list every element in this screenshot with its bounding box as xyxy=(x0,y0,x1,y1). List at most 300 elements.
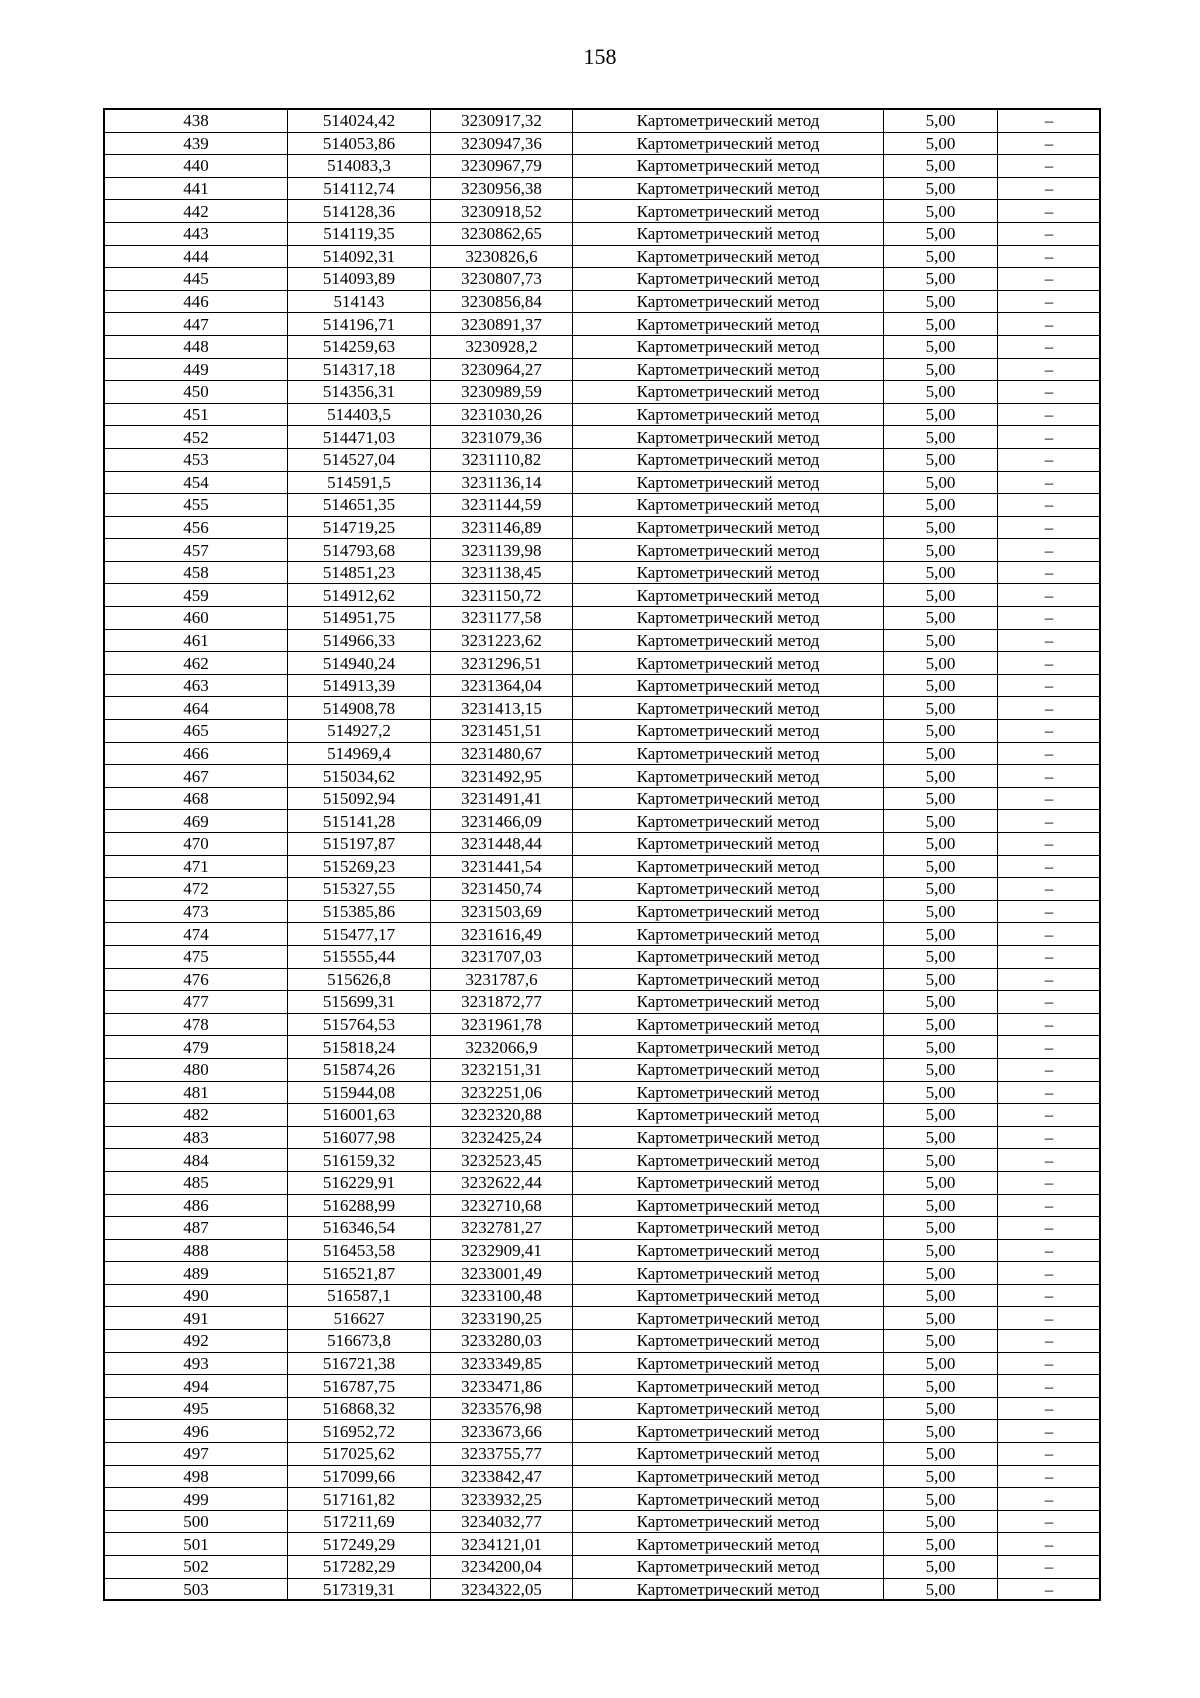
description-cell: – xyxy=(998,900,1101,923)
table-row xyxy=(105,290,1101,313)
method-cell: Картометрический метод xyxy=(573,1217,884,1240)
description-cell: – xyxy=(998,313,1101,336)
y-coordinate-cell: 3231872,77 xyxy=(431,991,573,1014)
y-coordinate-cell: 3231296,51 xyxy=(431,652,573,675)
y-coordinate-cell: 3232781,27 xyxy=(431,1217,573,1240)
table-row xyxy=(105,1330,1101,1353)
accuracy-cell: 5,00 xyxy=(884,1149,998,1172)
table-row xyxy=(105,855,1101,878)
description-cell: – xyxy=(998,923,1101,946)
y-coordinate-cell: 3233755,77 xyxy=(431,1443,573,1466)
point-number-cell: 450 xyxy=(105,381,288,404)
accuracy-cell: 5,00 xyxy=(884,945,998,968)
y-coordinate-cell: 3230862,65 xyxy=(431,222,573,245)
description-cell: – xyxy=(998,765,1101,788)
table-row xyxy=(105,1420,1101,1443)
description-cell: – xyxy=(998,787,1101,810)
description-cell: – xyxy=(998,1058,1101,1081)
description-cell: – xyxy=(998,177,1101,200)
table-row xyxy=(105,674,1101,697)
method-cell: Картометрический метод xyxy=(573,290,884,313)
method-cell: Картометрический метод xyxy=(573,381,884,404)
x-coordinate-cell: 514259,63 xyxy=(288,335,431,358)
x-coordinate-cell: 514912,62 xyxy=(288,584,431,607)
accuracy-cell: 5,00 xyxy=(884,1104,998,1127)
y-coordinate-cell: 3231138,45 xyxy=(431,561,573,584)
table-row xyxy=(105,742,1101,765)
x-coordinate-cell: 517249,29 xyxy=(288,1533,431,1556)
y-coordinate-cell: 3233673,66 xyxy=(431,1420,573,1443)
method-cell: Картометрический метод xyxy=(573,1533,884,1556)
x-coordinate-cell: 515327,55 xyxy=(288,878,431,901)
description-cell: – xyxy=(998,584,1101,607)
method-cell: Картометрический метод xyxy=(573,833,884,856)
method-cell: Картометрический метод xyxy=(573,448,884,471)
y-coordinate-cell: 3232425,24 xyxy=(431,1126,573,1149)
y-coordinate-cell: 3231150,72 xyxy=(431,584,573,607)
y-coordinate-cell: 3231491,41 xyxy=(431,787,573,810)
point-number-cell: 498 xyxy=(105,1465,288,1488)
x-coordinate-cell: 514471,03 xyxy=(288,426,431,449)
point-number-cell: 477 xyxy=(105,991,288,1014)
point-number-cell: 441 xyxy=(105,177,288,200)
accuracy-cell: 5,00 xyxy=(884,833,998,856)
method-cell: Картометрический метод xyxy=(573,1488,884,1511)
description-cell: – xyxy=(998,1104,1101,1127)
point-number-cell: 451 xyxy=(105,403,288,426)
table-row xyxy=(105,607,1101,630)
x-coordinate-cell: 514119,35 xyxy=(288,222,431,245)
method-cell: Картометрический метод xyxy=(573,1081,884,1104)
description-cell: – xyxy=(998,1488,1101,1511)
y-coordinate-cell: 3231223,62 xyxy=(431,629,573,652)
table-row xyxy=(105,584,1101,607)
y-coordinate-cell: 3231441,54 xyxy=(431,855,573,878)
x-coordinate-cell: 515944,08 xyxy=(288,1081,431,1104)
method-cell: Картометрический метод xyxy=(573,1104,884,1127)
method-cell: Картометрический метод xyxy=(573,426,884,449)
point-number-cell: 488 xyxy=(105,1239,288,1262)
table-row xyxy=(105,945,1101,968)
point-number-cell: 468 xyxy=(105,787,288,810)
point-number-cell: 481 xyxy=(105,1081,288,1104)
accuracy-cell: 5,00 xyxy=(884,222,998,245)
table-row xyxy=(105,110,1101,133)
description-cell: – xyxy=(998,720,1101,743)
method-cell: Картометрический метод xyxy=(573,1171,884,1194)
y-coordinate-cell: 3231451,51 xyxy=(431,720,573,743)
x-coordinate-cell: 514356,31 xyxy=(288,381,431,404)
y-coordinate-cell: 3230826,6 xyxy=(431,245,573,268)
point-number-cell: 455 xyxy=(105,494,288,517)
x-coordinate-cell: 514927,2 xyxy=(288,720,431,743)
point-number-cell: 452 xyxy=(105,426,288,449)
x-coordinate-cell: 516453,58 xyxy=(288,1239,431,1262)
description-cell: – xyxy=(998,268,1101,291)
table-row xyxy=(105,810,1101,833)
table-row xyxy=(105,245,1101,268)
table-row xyxy=(105,1510,1101,1533)
point-number-cell: 472 xyxy=(105,878,288,901)
x-coordinate-cell: 514093,89 xyxy=(288,268,431,291)
x-coordinate-cell: 514143 xyxy=(288,290,431,313)
point-number-cell: 453 xyxy=(105,448,288,471)
point-number-cell: 491 xyxy=(105,1307,288,1330)
method-cell: Картометрический метод xyxy=(573,1126,884,1149)
method-cell: Картометрический метод xyxy=(573,652,884,675)
y-coordinate-cell: 3230947,36 xyxy=(431,132,573,155)
x-coordinate-cell: 514940,24 xyxy=(288,652,431,675)
accuracy-cell: 5,00 xyxy=(884,381,998,404)
table-row xyxy=(105,1397,1101,1420)
x-coordinate-cell: 516288,99 xyxy=(288,1194,431,1217)
description-cell: – xyxy=(998,155,1101,178)
description-cell: – xyxy=(998,1578,1101,1601)
accuracy-cell: 5,00 xyxy=(884,516,998,539)
table-row xyxy=(105,200,1101,223)
x-coordinate-cell: 516346,54 xyxy=(288,1217,431,1240)
method-cell: Картометрический метод xyxy=(573,155,884,178)
y-coordinate-cell: 3232909,41 xyxy=(431,1239,573,1262)
description-cell: – xyxy=(998,945,1101,968)
point-number-cell: 439 xyxy=(105,132,288,155)
method-cell: Картометрический метод xyxy=(573,1420,884,1443)
x-coordinate-cell: 514951,75 xyxy=(288,607,431,630)
table-row xyxy=(105,1284,1101,1307)
accuracy-cell: 5,00 xyxy=(884,1488,998,1511)
table-row xyxy=(105,1556,1101,1579)
point-number-cell: 471 xyxy=(105,855,288,878)
accuracy-cell: 5,00 xyxy=(884,448,998,471)
method-cell: Картометрический метод xyxy=(573,674,884,697)
accuracy-cell: 5,00 xyxy=(884,1375,998,1398)
x-coordinate-cell: 515269,23 xyxy=(288,855,431,878)
accuracy-cell: 5,00 xyxy=(884,765,998,788)
point-number-cell: 443 xyxy=(105,222,288,245)
description-cell: – xyxy=(998,1533,1101,1556)
description-cell: – xyxy=(998,1375,1101,1398)
description-cell: – xyxy=(998,245,1101,268)
point-number-cell: 475 xyxy=(105,945,288,968)
table-row xyxy=(105,426,1101,449)
accuracy-cell: 5,00 xyxy=(884,245,998,268)
method-cell: Картометрический метод xyxy=(573,268,884,291)
accuracy-cell: 5,00 xyxy=(884,1465,998,1488)
method-cell: Картометрический метод xyxy=(573,1556,884,1579)
table-row xyxy=(105,494,1101,517)
x-coordinate-cell: 516521,87 xyxy=(288,1262,431,1285)
y-coordinate-cell: 3231787,6 xyxy=(431,968,573,991)
y-coordinate-cell: 3231079,36 xyxy=(431,426,573,449)
point-number-cell: 470 xyxy=(105,833,288,856)
point-number-cell: 502 xyxy=(105,1556,288,1579)
table-row xyxy=(105,516,1101,539)
table-row xyxy=(105,697,1101,720)
description-cell: – xyxy=(998,358,1101,381)
x-coordinate-cell: 514966,33 xyxy=(288,629,431,652)
table-row xyxy=(105,1194,1101,1217)
accuracy-cell: 5,00 xyxy=(884,494,998,517)
method-cell: Картометрический метод xyxy=(573,561,884,584)
method-cell: Картометрический метод xyxy=(573,1443,884,1466)
point-number-cell: 438 xyxy=(105,110,288,133)
y-coordinate-cell: 3230964,27 xyxy=(431,358,573,381)
method-cell: Картометрический метод xyxy=(573,539,884,562)
y-coordinate-cell: 3233100,48 xyxy=(431,1284,573,1307)
point-number-cell: 483 xyxy=(105,1126,288,1149)
point-number-cell: 489 xyxy=(105,1262,288,1285)
accuracy-cell: 5,00 xyxy=(884,810,998,833)
method-cell: Картометрический метод xyxy=(573,765,884,788)
table-row xyxy=(105,1443,1101,1466)
table-row xyxy=(105,1058,1101,1081)
point-number-cell: 480 xyxy=(105,1058,288,1081)
x-coordinate-cell: 515092,94 xyxy=(288,787,431,810)
table-row xyxy=(105,132,1101,155)
description-cell: – xyxy=(998,1036,1101,1059)
accuracy-cell: 5,00 xyxy=(884,1194,998,1217)
description-cell: – xyxy=(998,629,1101,652)
table-row xyxy=(105,765,1101,788)
table-row xyxy=(105,720,1101,743)
point-number-cell: 463 xyxy=(105,674,288,697)
method-cell: Картометрический метод xyxy=(573,1330,884,1353)
method-cell: Картометрический метод xyxy=(573,516,884,539)
accuracy-cell: 5,00 xyxy=(884,426,998,449)
method-cell: Картометрический метод xyxy=(573,945,884,968)
x-coordinate-cell: 515197,87 xyxy=(288,833,431,856)
x-coordinate-cell: 514527,04 xyxy=(288,448,431,471)
accuracy-cell: 5,00 xyxy=(884,1330,998,1353)
method-cell: Картометрический метод xyxy=(573,1375,884,1398)
table-row xyxy=(105,155,1101,178)
method-cell: Картометрический метод xyxy=(573,358,884,381)
table-row xyxy=(105,313,1101,336)
accuracy-cell: 5,00 xyxy=(884,358,998,381)
table-row xyxy=(105,403,1101,426)
description-cell: – xyxy=(998,1126,1101,1149)
accuracy-cell: 5,00 xyxy=(884,1352,998,1375)
x-coordinate-cell: 516587,1 xyxy=(288,1284,431,1307)
accuracy-cell: 5,00 xyxy=(884,720,998,743)
coordinates-table xyxy=(104,109,1101,1601)
description-cell: – xyxy=(998,1510,1101,1533)
y-coordinate-cell: 3231503,69 xyxy=(431,900,573,923)
method-cell: Картометрический метод xyxy=(573,222,884,245)
x-coordinate-cell: 515626,8 xyxy=(288,968,431,991)
accuracy-cell: 5,00 xyxy=(884,561,998,584)
y-coordinate-cell: 3230956,38 xyxy=(431,177,573,200)
y-coordinate-cell: 3233471,86 xyxy=(431,1375,573,1398)
point-number-cell: 487 xyxy=(105,1217,288,1240)
table-row xyxy=(105,335,1101,358)
accuracy-cell: 5,00 xyxy=(884,1013,998,1036)
table-row xyxy=(105,1126,1101,1149)
point-number-cell: 440 xyxy=(105,155,288,178)
point-number-cell: 497 xyxy=(105,1443,288,1466)
accuracy-cell: 5,00 xyxy=(884,1058,998,1081)
table-row xyxy=(105,1465,1101,1488)
accuracy-cell: 5,00 xyxy=(884,335,998,358)
method-cell: Картометрический метод xyxy=(573,335,884,358)
method-cell: Картометрический метод xyxy=(573,1307,884,1330)
y-coordinate-cell: 3230967,79 xyxy=(431,155,573,178)
description-cell: – xyxy=(998,968,1101,991)
point-number-cell: 469 xyxy=(105,810,288,833)
table-row xyxy=(105,358,1101,381)
accuracy-cell: 5,00 xyxy=(884,177,998,200)
x-coordinate-cell: 516159,32 xyxy=(288,1149,431,1172)
method-cell: Картометрический метод xyxy=(573,1239,884,1262)
x-coordinate-cell: 517099,66 xyxy=(288,1465,431,1488)
method-cell: Картометрический метод xyxy=(573,1013,884,1036)
y-coordinate-cell: 3230856,84 xyxy=(431,290,573,313)
point-number-cell: 467 xyxy=(105,765,288,788)
x-coordinate-cell: 515141,28 xyxy=(288,810,431,833)
accuracy-cell: 5,00 xyxy=(884,855,998,878)
x-coordinate-cell: 514851,23 xyxy=(288,561,431,584)
x-coordinate-cell: 515874,26 xyxy=(288,1058,431,1081)
y-coordinate-cell: 3231110,82 xyxy=(431,448,573,471)
x-coordinate-cell: 516721,38 xyxy=(288,1352,431,1375)
y-coordinate-cell: 3233842,47 xyxy=(431,1465,573,1488)
table-row xyxy=(105,1375,1101,1398)
point-number-cell: 449 xyxy=(105,358,288,381)
x-coordinate-cell: 517025,62 xyxy=(288,1443,431,1466)
method-cell: Картометрический метод xyxy=(573,471,884,494)
table-row xyxy=(105,268,1101,291)
y-coordinate-cell: 3231030,26 xyxy=(431,403,573,426)
description-cell: – xyxy=(998,335,1101,358)
point-number-cell: 484 xyxy=(105,1149,288,1172)
accuracy-cell: 5,00 xyxy=(884,1556,998,1579)
description-cell: – xyxy=(998,1556,1101,1579)
y-coordinate-cell: 3231492,95 xyxy=(431,765,573,788)
method-cell: Картометрический метод xyxy=(573,1149,884,1172)
point-number-cell: 462 xyxy=(105,652,288,675)
x-coordinate-cell: 515385,86 xyxy=(288,900,431,923)
x-coordinate-cell: 515699,31 xyxy=(288,991,431,1014)
table-row xyxy=(105,177,1101,200)
x-coordinate-cell: 516952,72 xyxy=(288,1420,431,1443)
accuracy-cell: 5,00 xyxy=(884,1262,998,1285)
point-number-cell: 459 xyxy=(105,584,288,607)
method-cell: Картометрический метод xyxy=(573,720,884,743)
y-coordinate-cell: 3233001,49 xyxy=(431,1262,573,1285)
point-number-cell: 444 xyxy=(105,245,288,268)
description-cell: – xyxy=(998,742,1101,765)
accuracy-cell: 5,00 xyxy=(884,110,998,133)
y-coordinate-cell: 3231480,67 xyxy=(431,742,573,765)
x-coordinate-cell: 517282,29 xyxy=(288,1556,431,1579)
method-cell: Картометрический метод xyxy=(573,200,884,223)
x-coordinate-cell: 516673,8 xyxy=(288,1330,431,1353)
x-coordinate-cell: 514793,68 xyxy=(288,539,431,562)
accuracy-cell: 5,00 xyxy=(884,155,998,178)
accuracy-cell: 5,00 xyxy=(884,900,998,923)
description-cell: – xyxy=(998,1194,1101,1217)
x-coordinate-cell: 514112,74 xyxy=(288,177,431,200)
table-row xyxy=(105,923,1101,946)
accuracy-cell: 5,00 xyxy=(884,1510,998,1533)
table-row xyxy=(105,1013,1101,1036)
y-coordinate-cell: 3232622,44 xyxy=(431,1171,573,1194)
point-number-cell: 495 xyxy=(105,1397,288,1420)
y-coordinate-cell: 3231448,44 xyxy=(431,833,573,856)
table-row xyxy=(105,1262,1101,1285)
y-coordinate-cell: 3231177,58 xyxy=(431,607,573,630)
method-cell: Картометрический метод xyxy=(573,629,884,652)
accuracy-cell: 5,00 xyxy=(884,1397,998,1420)
y-coordinate-cell: 3231364,04 xyxy=(431,674,573,697)
table-row xyxy=(105,448,1101,471)
description-cell: – xyxy=(998,1420,1101,1443)
accuracy-cell: 5,00 xyxy=(884,584,998,607)
y-coordinate-cell: 3230918,52 xyxy=(431,200,573,223)
x-coordinate-cell: 514053,86 xyxy=(288,132,431,155)
description-cell: – xyxy=(998,1262,1101,1285)
x-coordinate-cell: 514969,4 xyxy=(288,742,431,765)
method-cell: Картометрический метод xyxy=(573,991,884,1014)
description-cell: – xyxy=(998,652,1101,675)
y-coordinate-cell: 3233932,25 xyxy=(431,1488,573,1511)
table-row xyxy=(105,1036,1101,1059)
accuracy-cell: 5,00 xyxy=(884,1126,998,1149)
point-number-cell: 500 xyxy=(105,1510,288,1533)
table-row xyxy=(105,1104,1101,1127)
point-number-cell: 456 xyxy=(105,516,288,539)
table-row xyxy=(105,629,1101,652)
table-row xyxy=(105,991,1101,1014)
method-cell: Картометрический метод xyxy=(573,1352,884,1375)
method-cell: Картометрический метод xyxy=(573,900,884,923)
point-number-cell: 492 xyxy=(105,1330,288,1353)
table-row xyxy=(105,381,1101,404)
accuracy-cell: 5,00 xyxy=(884,132,998,155)
table-row xyxy=(105,1171,1101,1194)
y-coordinate-cell: 3231413,15 xyxy=(431,697,573,720)
accuracy-cell: 5,00 xyxy=(884,1239,998,1262)
point-number-cell: 466 xyxy=(105,742,288,765)
description-cell: – xyxy=(998,110,1101,133)
coordinates-table-body xyxy=(105,110,1101,1601)
y-coordinate-cell: 3234200,04 xyxy=(431,1556,573,1579)
accuracy-cell: 5,00 xyxy=(884,1171,998,1194)
x-coordinate-cell: 514651,35 xyxy=(288,494,431,517)
method-cell: Картометрический метод xyxy=(573,110,884,133)
description-cell: – xyxy=(998,810,1101,833)
table-row xyxy=(105,1488,1101,1511)
description-cell: – xyxy=(998,471,1101,494)
table-row xyxy=(105,1307,1101,1330)
method-cell: Картометрический метод xyxy=(573,1262,884,1285)
description-cell: – xyxy=(998,132,1101,155)
y-coordinate-cell: 3233349,85 xyxy=(431,1352,573,1375)
method-cell: Картометрический метод xyxy=(573,584,884,607)
point-number-cell: 490 xyxy=(105,1284,288,1307)
table-row xyxy=(105,968,1101,991)
description-cell: – xyxy=(998,1352,1101,1375)
x-coordinate-cell: 515477,17 xyxy=(288,923,431,946)
description-cell: – xyxy=(998,539,1101,562)
y-coordinate-cell: 3230989,59 xyxy=(431,381,573,404)
x-coordinate-cell: 514403,5 xyxy=(288,403,431,426)
point-number-cell: 496 xyxy=(105,1420,288,1443)
description-cell: – xyxy=(998,697,1101,720)
description-cell: – xyxy=(998,607,1101,630)
method-cell: Картометрический метод xyxy=(573,1397,884,1420)
x-coordinate-cell: 515764,53 xyxy=(288,1013,431,1036)
